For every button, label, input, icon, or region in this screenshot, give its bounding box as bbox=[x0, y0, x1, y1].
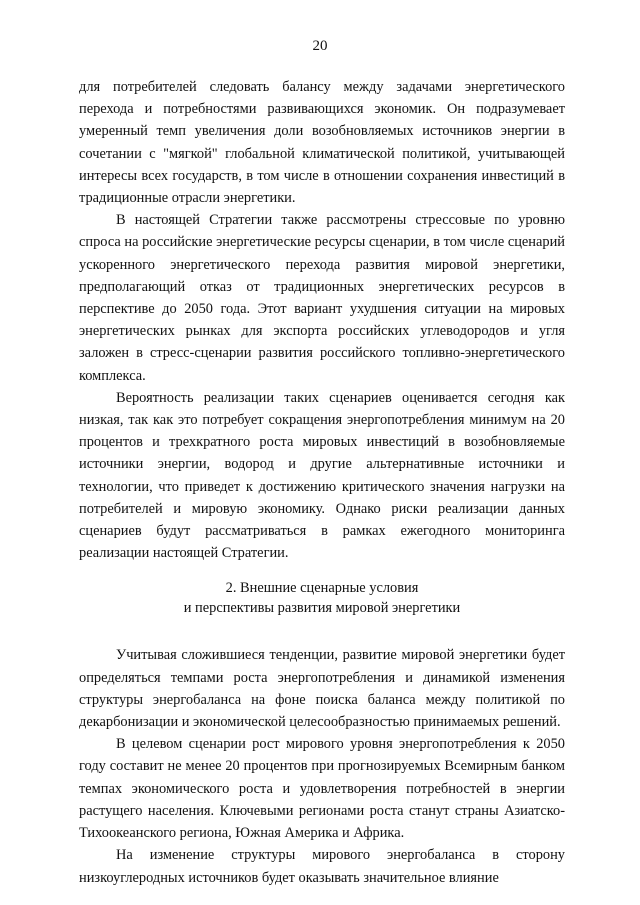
paragraph-continuation: для потребителей следовать балансу между задачами энергетического перехода и потребностями развивающихся экономик. Он подразумевает умеренный темп увеличения доли возобновляемых источников энергии в сочетании с "мягкой" глобальной климатической политикой, учитывающей интересы всех государств, в том числе в отношении сохранения инвестиций в традиционные отрасли энергетики. bbox=[79, 79, 565, 207]
paragraph-structure-change: На изменение структуры мирового энергобаланса в сторону низкоуглеродных источников будет оказывать значительное влияние bbox=[79, 847, 565, 886]
section-heading-line-2: и перспективы развития мировой энергетики bbox=[183, 600, 461, 617]
paragraph-probability: Вероятность реализации таких сценариев оценивается сегодня как низкая, так как это потребует сокращения энергопотребления минимум на 20 процентов и трехкратного роста мировых инвестиций в возобновляемые источники энергии, водород и другие альтернативные источники и технологии, что приведет к достижению критического значения нагрузки на потребителей и мировую экономику. Однако риски реализации данных сценариев будут рассматриваться в рамках ежегодного мониторинга реализации настоящей Стратегии. bbox=[79, 389, 565, 562]
paragraph-trends: Учитывая сложившиеся тенденции, развитие мировой энергетики будет определяться темпами роста энергопотребления и динамикой изменения структуры энергобаланса на фоне поиска баланса между политикой по декарбонизации и экономической целесообразностью принимаемых решений. bbox=[79, 647, 565, 731]
section-heading bbox=[79, 578, 565, 618]
document-body bbox=[79, 76, 565, 889]
page-number: 20 bbox=[312, 38, 328, 54]
paragraph-target-scenario: В целевом сценарии рост мирового уровня энергопотребления к 2050 году составит не менее 20 процентов при прогнозируемых Всемирным банком темпах экономического роста и удовлетворения потребностей в энергии растущего населения. Ключевыми регионами роста станут страны Азиатско-Тихоокеанского региона, Южная Америка и Африка. bbox=[79, 736, 565, 842]
section-heading-line-1: 2. Внешние сценарные условия bbox=[225, 580, 419, 597]
paragraph-stress-scenarios: В настоящей Стратегии также рассмотрены стрессовые по уровню спроса на российские энергетические ресурсы сценарии, в том числе сценарий ускоренного энергетического перехода развития мировой энергетики, предполагающий отказ от традиционных энергетических ресурсов в перспективе до 2050 года. Этот вариант ухудшения ситуации на мировых энергетических рынках для экспорта российских углеводородов и угля заложен в стресс-сценарии развития российского топливно-энергетического комплекса. bbox=[79, 212, 565, 384]
